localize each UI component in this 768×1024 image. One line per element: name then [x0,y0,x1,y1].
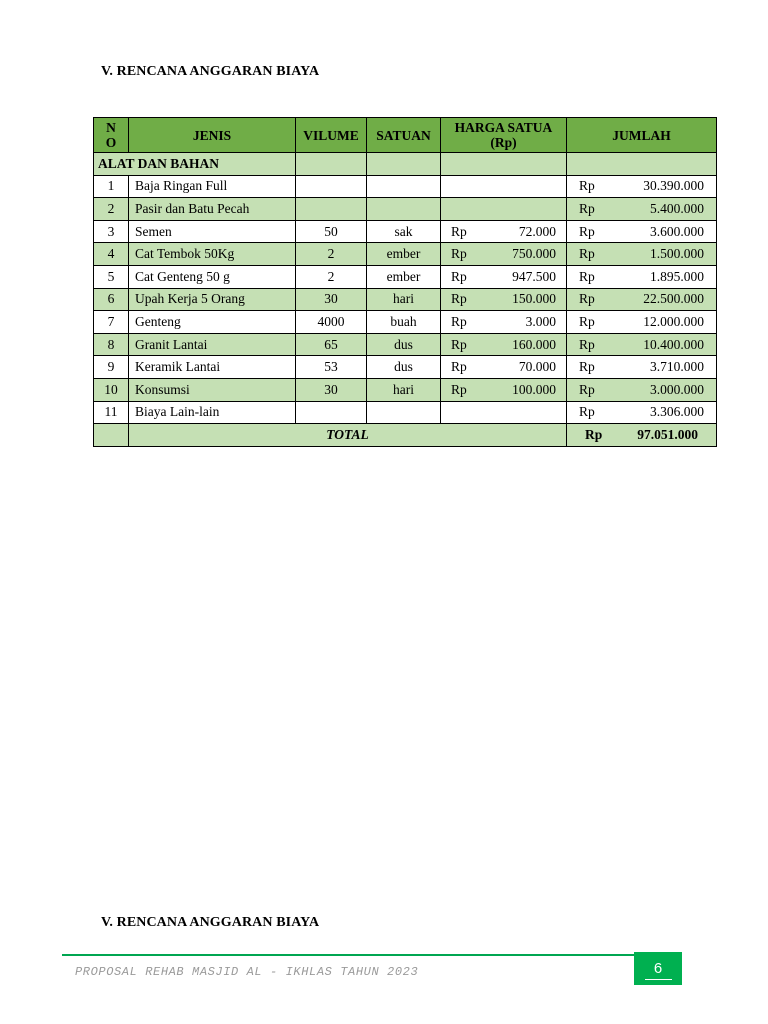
cell-jenis: Keramik Lantai [129,356,296,379]
section-heading: V. RENCANA ANGGARAN BIAYA [101,64,320,79]
cell-no: 7 [94,311,129,334]
jumlah-currency: Rp [579,313,595,329]
harga-amount: 750.000 [512,246,556,262]
table-row [94,401,717,424]
jumlah-amount: 1.500.000 [650,246,704,262]
cell-jenis: Upah Kerja 5 Orang [129,288,296,311]
harga-amount: 160.000 [512,336,556,352]
cell-volume [296,401,367,424]
jumlah-amount: 30.390.000 [643,178,704,194]
jumlah-currency: Rp [579,359,595,375]
cell-no: 6 [94,288,129,311]
cell-jumlah [567,311,717,334]
jumlah-amount: 3.600.000 [650,223,704,239]
cell-no: 11 [94,401,129,424]
header-harga: HARGA SATUA (Rp) [441,118,567,153]
harga-amount: 150.000 [512,291,556,307]
total-label: TOTAL [129,424,567,447]
section-heading-repeat: V. RENCANA ANGGARAN BIAYA [101,915,320,930]
header-jenis: JENIS [129,118,296,153]
section-label: ALAT DAN BAHAN [94,153,296,176]
jumlah-amount: 3.000.000 [650,381,704,397]
table-row [94,175,717,198]
table-row [94,265,717,288]
harga-currency: Rp [451,223,467,239]
table-row [94,198,717,221]
harga-amount: 3.000 [525,313,556,329]
total-row [94,424,717,447]
footer-text: PROPOSAL REHAB MASJID AL - IKHLAS TAHUN 2023 [75,965,419,979]
cell-jenis: Baja Ringan Full [129,175,296,198]
cell-harga [441,356,567,379]
cell-volume: 30 [296,378,367,401]
jumlah-amount: 3.710.000 [650,359,704,375]
jumlah-amount: 12.000.000 [643,313,704,329]
cell-jenis: Konsumsi [129,378,296,401]
harga-amount: 947.500 [512,268,556,284]
cell-no: 1 [94,175,129,198]
cell-no: 10 [94,378,129,401]
cell-harga [441,198,567,221]
cell-harga [441,378,567,401]
cell-no: 2 [94,198,129,221]
cell-satuan: ember [367,265,441,288]
footer-divider [62,954,682,956]
total-cell [567,424,717,447]
cell-satuan: dus [367,333,441,356]
cell-volume: 65 [296,333,367,356]
jumlah-currency: Rp [579,291,595,307]
cell-volume [296,198,367,221]
total-currency: Rp [585,426,603,442]
jumlah-currency: Rp [579,268,595,284]
cell-jenis: Pasir dan Batu Pecah [129,198,296,221]
cell-no: 9 [94,356,129,379]
cell-volume: 2 [296,265,367,288]
jumlah-currency: Rp [579,381,595,397]
header-volume: VILUME [296,118,367,153]
cell-jumlah [567,198,717,221]
header-satuan: SATUAN [367,118,441,153]
cell-satuan: buah [367,311,441,334]
table-row [94,220,717,243]
jumlah-currency: Rp [579,336,595,352]
cell-jenis: Genteng [129,311,296,334]
cell-no: 8 [94,333,129,356]
harga-currency: Rp [451,336,467,352]
table-row [94,333,717,356]
jumlah-amount: 5.400.000 [650,200,704,216]
table-header-row [94,118,717,153]
jumlah-currency: Rp [579,200,595,216]
jumlah-amount: 3.306.000 [650,404,704,420]
cell-harga [441,243,567,266]
cell-harga [441,311,567,334]
cell-jenis: Semen [129,220,296,243]
cell-volume [296,175,367,198]
cell-jumlah [567,243,717,266]
cell-jenis: Biaya Lain-lain [129,401,296,424]
jumlah-currency: Rp [579,178,595,194]
cell-harga [441,220,567,243]
header-no: N O [94,118,129,153]
cell-satuan: sak [367,220,441,243]
cell-harga [441,333,567,356]
jumlah-currency: Rp [579,246,595,262]
table-row [94,378,717,401]
cell-harga [441,175,567,198]
table-row [94,243,717,266]
page-number-underline [645,979,672,980]
page-number: 6 [634,952,682,985]
cell-satuan: dus [367,356,441,379]
cell-jenis: Cat Genteng 50 g [129,265,296,288]
jumlah-amount: 1.895.000 [650,268,704,284]
harga-currency: Rp [451,359,467,375]
header-jumlah: JUMLAH [567,118,717,153]
cell-harga [441,265,567,288]
cell-satuan: hari [367,288,441,311]
cell-jumlah [567,220,717,243]
cell-satuan [367,175,441,198]
cell-volume: 30 [296,288,367,311]
cell-volume: 50 [296,220,367,243]
harga-amount: 70.000 [518,359,556,375]
cell-jumlah [567,175,717,198]
cell-jumlah [567,356,717,379]
cell-jumlah [567,265,717,288]
harga-amount: 100.000 [512,381,556,397]
cell-jumlah [567,378,717,401]
jumlah-currency: Rp [579,223,595,239]
cell-no: 3 [94,220,129,243]
cell-jumlah [567,333,717,356]
table-row [94,311,717,334]
cell-no: 5 [94,265,129,288]
harga-currency: Rp [451,381,467,397]
cell-jumlah [567,288,717,311]
harga-currency: Rp [451,291,467,307]
harga-amount: 72.000 [518,223,556,239]
jumlah-amount: 10.400.000 [643,336,704,352]
cell-volume: 2 [296,243,367,266]
cell-jenis: Granit Lantai [129,333,296,356]
table-row [94,356,717,379]
total-value: 97.051.000 [637,426,698,442]
cell-satuan: hari [367,378,441,401]
harga-currency: Rp [451,246,467,262]
cell-satuan [367,198,441,221]
harga-currency: Rp [451,313,467,329]
cell-satuan [367,401,441,424]
cell-no: 4 [94,243,129,266]
jumlah-amount: 22.500.000 [643,291,704,307]
cell-harga [441,288,567,311]
jumlah-currency: Rp [579,404,595,420]
table-row [94,288,717,311]
cell-jumlah [567,401,717,424]
section-row [94,153,717,176]
cell-satuan: ember [367,243,441,266]
cell-jenis: Cat Tembok 50Kg [129,243,296,266]
cell-harga [441,401,567,424]
budget-table [93,117,717,447]
cell-volume: 4000 [296,311,367,334]
harga-currency: Rp [451,268,467,284]
cell-volume: 53 [296,356,367,379]
